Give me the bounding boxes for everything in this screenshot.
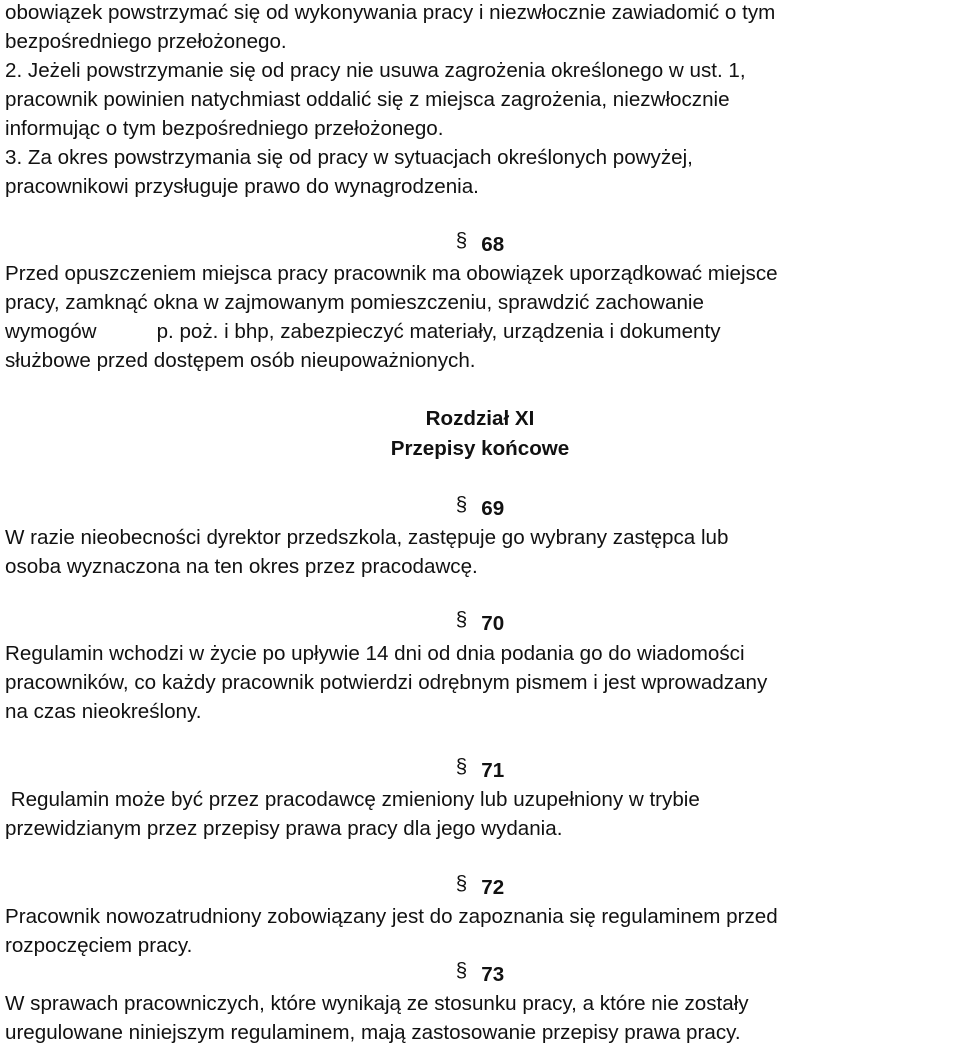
paragraph-line: na czas nieokreślony. (5, 700, 202, 723)
paragraph-line: Pracownik nowozatrudniony zobowiązany jest do zapoznania się regulaminem przed (5, 905, 778, 928)
paragraph-line: 3. Za okres powstrzymania się od pracy w sytuacjach określonych powyżej, (5, 146, 693, 169)
paragraph-line: obowiązek powstrzymać się od wykonywania pracy i niezwłocznie zawiadomić o tym (5, 1, 776, 24)
paragraph-fragment: wymogów (5, 320, 97, 343)
paragraph-line: Regulamin wchodzi w życie po upływie 14 dni od dnia podania go do wiadomości (5, 642, 745, 665)
paragraph-line: Przed opuszczeniem miejsca pracy pracownik ma obowiązek uporządkować miejsce (5, 262, 778, 285)
section-number: 72 (481, 876, 505, 899)
paragraph-line: bezpośredniego przełożonego. (5, 30, 287, 53)
section-number: 71 (481, 759, 505, 782)
paragraph-line: pracowników, co każdy pracownik potwierdzi odrębnym pismem i jest wprowadzany (5, 671, 768, 694)
paragraph-line: W sprawach pracowniczych, które wynikają ze stosunku pracy, a które nie zostały (5, 992, 749, 1015)
section-heading-70 (0, 609, 960, 638)
paragraph-line: pracy, zamknąć okna w zajmowanym pomieszczeniu, sprawdzić zachowanie (5, 291, 704, 314)
paragraph-line: przewidzianym przez przepisy prawa pracy dla jego wydania. (5, 817, 563, 840)
paragraph-line (5, 317, 960, 346)
paragraph-line: pracownik powinien natychmiast oddalić się z miejsca zagrożenia, niezwłocznie (5, 88, 730, 111)
chapter-subtitle: Przepisy końcowe (390, 437, 570, 460)
paragraph-line: uregulowane niniejszym regulaminem, mają zastosowanie przepisy prawa pracy. (5, 1021, 741, 1044)
section-sign: § (455, 959, 468, 982)
section-sign: § (455, 608, 468, 631)
paragraph-line: 2. Jeżeli powstrzymanie się od pracy nie usuwa zagrożenia określonego w ust. 1, (5, 59, 746, 82)
paragraph-line: W razie nieobecności dyrektor przedszkola, zastępuje go wybrany zastępca lub (5, 526, 729, 549)
paragraph-line: osoba wyznaczona na ten okres przez pracodawcę. (5, 555, 478, 578)
section-number: 70 (481, 612, 505, 635)
section-sign: § (455, 493, 468, 516)
section-number: 73 (481, 963, 505, 986)
section-sign: § (455, 872, 468, 895)
paragraph-line: informując o tym bezpośredniego przełożonego. (5, 117, 444, 140)
paragraph-line: służbowe przed dostępem osób nieupoważnionych. (5, 349, 476, 372)
section-heading-73 (0, 960, 960, 989)
chapter-title: Rozdział XI (425, 407, 535, 430)
section-heading-72 (0, 873, 960, 902)
section-sign: § (455, 229, 468, 252)
section-heading-68 (0, 230, 960, 259)
section-heading-71 (0, 756, 960, 785)
paragraph-line: pracownikowi przysługuje prawo do wynagrodzenia. (5, 175, 479, 198)
paragraph-line: rozpoczęciem pracy. (5, 934, 193, 957)
paragraph-fragment: p. poż. i bhp, zabezpieczyć materiały, urządzenia i dokumenty (156, 320, 721, 343)
paragraph-line: Regulamin może być przez pracodawcę zmieniony lub uzupełniony w trybie (5, 788, 700, 811)
section-number: 68 (481, 233, 505, 256)
section-number: 69 (481, 497, 505, 520)
section-sign: § (455, 755, 468, 778)
section-heading-69 (0, 494, 960, 523)
